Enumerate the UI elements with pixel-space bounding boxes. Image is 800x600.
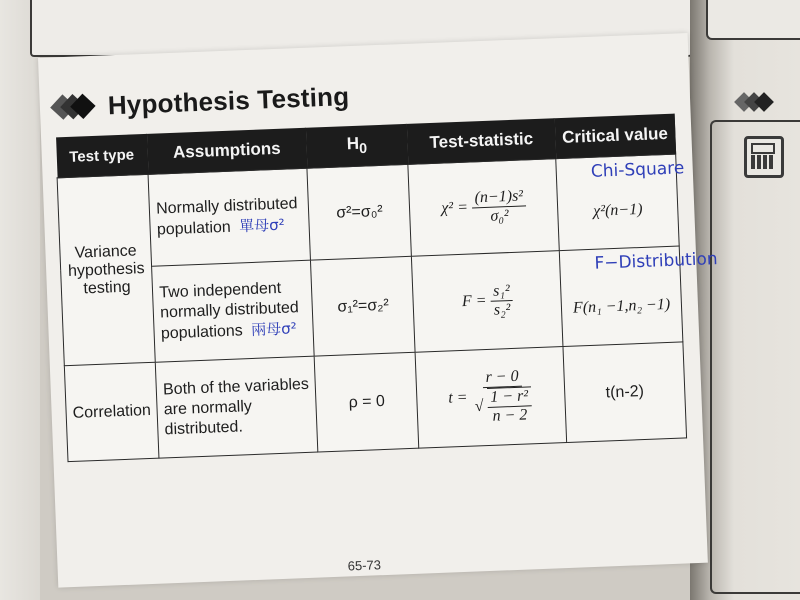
handwritten-note: F−Distribution <box>594 249 718 274</box>
critical-value-cell <box>556 154 685 251</box>
test-type-correlation: Correlation <box>64 362 159 461</box>
statistic-lhs: χ² = <box>441 198 469 217</box>
section-heading <box>51 76 350 127</box>
assumption-text: Two independent normally distributed populations <box>159 279 300 343</box>
handwritten-note: 兩母σ² <box>250 319 298 340</box>
header-critical-value: Critical value <box>554 114 675 159</box>
header-h0-label: H <box>346 134 360 154</box>
handwritten-note: 單母σ² <box>238 215 286 236</box>
statistic-cell <box>412 251 563 353</box>
h0-cell: σ²=σ₀² <box>307 164 412 260</box>
statistic-cell <box>408 159 559 257</box>
header-test-type: Test type <box>56 134 149 178</box>
critical-value-cell <box>559 246 718 347</box>
header-test-statistic: Test-statistic <box>407 118 556 164</box>
statistic-cell <box>416 347 567 449</box>
assumption-text: Normally distributed population <box>155 195 298 239</box>
h0-cell: ρ = 0 <box>314 352 419 452</box>
right-page-box <box>710 120 800 594</box>
sqrt-denominator: n − 2 <box>492 406 528 425</box>
statistic-numerator: r − 0 <box>482 368 522 388</box>
statistic-denominator: s₂² <box>493 301 511 319</box>
header-assumptions: Assumptions <box>147 128 307 175</box>
statistic-denominator: σ₀² <box>490 207 509 225</box>
statistic-denominator: √ $\frac{\text{1 − r²}}{n - 2}$ <box>471 386 535 426</box>
critical-value-text: F(n₁ −1,n₂ −1) <box>572 295 671 317</box>
statistic-numerator: s₁² <box>490 282 513 302</box>
book-page <box>38 33 718 588</box>
sqrt-fraction <box>487 386 532 426</box>
assumption-cell <box>152 260 314 362</box>
statistic-lhs: F = <box>461 292 487 311</box>
statistic-fraction <box>490 282 514 320</box>
page-number: 65-73 <box>347 557 382 574</box>
assumption-cell: Both of the variables are normally distributed. <box>156 356 318 458</box>
statistic-numerator: (n−1)s² <box>471 187 526 208</box>
header-h0 <box>306 124 409 168</box>
statistic-lhs: t = <box>447 388 468 407</box>
sqrt-numerator: 1 − r² <box>487 387 532 408</box>
critical-value-text: χ²(n−1) <box>592 200 643 220</box>
header-h0-subscript: 0 <box>358 141 368 158</box>
handwritten-note: Chi-Square <box>590 158 685 182</box>
left-page-edge <box>0 0 40 600</box>
right-page-top-box <box>706 0 800 40</box>
h0-cell: σ₁²=σ₂² <box>311 256 416 356</box>
right-page-diamond-icon <box>735 90 785 114</box>
statistic-fraction <box>470 367 535 426</box>
section-title: Hypothesis Testing <box>107 80 350 120</box>
critical-value-cell: t(n-2) <box>563 342 686 443</box>
calculator-icon <box>744 136 784 178</box>
hypothesis-testing-table <box>55 114 718 463</box>
statistic-fraction <box>471 187 527 226</box>
test-type-variance: Variance hypothesis testing <box>57 174 155 365</box>
diamond-bullet-icon <box>51 91 98 123</box>
assumption-cell <box>148 168 310 266</box>
